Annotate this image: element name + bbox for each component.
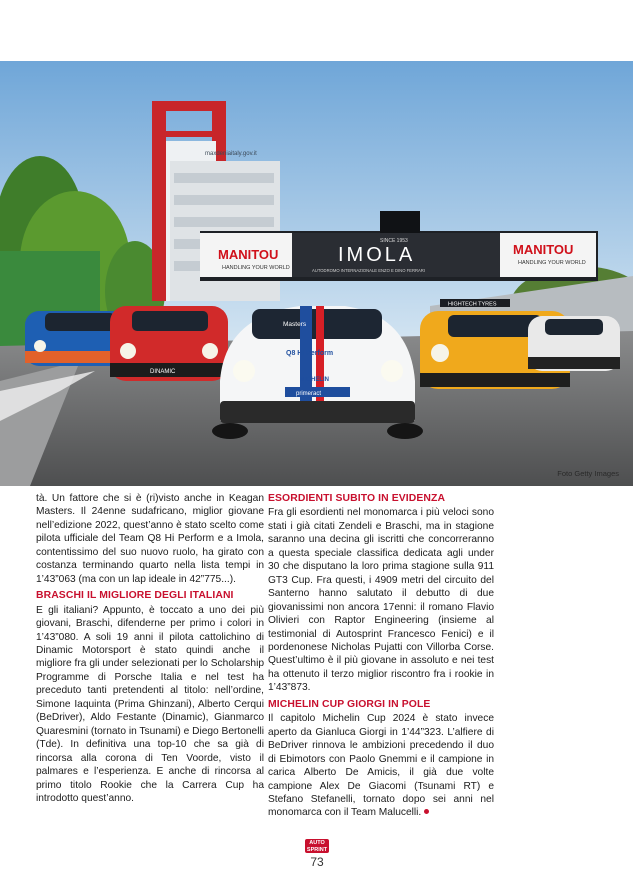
- hero-photo: [0, 61, 633, 486]
- car-window-text: Masters: [283, 321, 307, 328]
- magazine-logo-line2: SPRINT: [306, 846, 328, 853]
- car-maker-text: MICHELIN: [300, 377, 329, 383]
- tyres-banner-text: HIGHTECH TYRES: [448, 301, 497, 308]
- section-heading-michelin: MICHELIN CUP GIORGI IN POLE: [268, 698, 431, 710]
- photo-credit: Foto Getty Images: [557, 469, 619, 478]
- circuit-subtitle-text: AUTODROMO INTERNAZIONALE ENZO E DINO FERRARI: [312, 268, 425, 273]
- car-sponsor-text: Q8 Hi Perform: [286, 350, 334, 357]
- brand-left-text: MANITOU: [218, 247, 279, 262]
- paragraph-michelin: [268, 712, 494, 820]
- article-column-left: [36, 492, 264, 805]
- paragraph-esordienti: Fra gli esordienti nel monomarca i più veloci sono stati i già citati Zendeli e Braschi, ma in stagione saranno una decina gli iscritti che concorreranno a questa speciale classifica dedicata agli under 30 che disputano la loro prima stagione sulla 911 GT3 Cup. Fra questi, i 4909 metri del circuito del Santerno hanno salutato il debutto di due giovanissimi non ancora 17enni: il romano Flavio Olivieri con Raptor Engineering (insieme al testimonial di Autosprint Francesco Fenici) e il pordenonese Nicholas Pujatti con Villorba Corse. Quest’ultimo è il più giovane in assoluto e nei test ha ottenuto il terzo miglior riscontro fra i rookie in 1’43”873.: [268, 507, 494, 694]
- brand-right-tagline: HANDLING YOUR WORLD: [518, 260, 586, 266]
- article-column-right: [268, 492, 494, 820]
- magazine-logo-line1: AUTO: [309, 840, 325, 846]
- car2-sponsor-text: DINAMIC: [150, 369, 176, 375]
- section-heading-braschi: BRASCHI IL MIGLIORE DEGLI ITALIANI: [36, 590, 234, 602]
- car-white-black: [528, 316, 620, 371]
- circuit-name-text: IMOLA: [338, 244, 416, 266]
- section-heading-esordienti: ESORDIENTI SUBITO IN EVIDENZA: [268, 493, 446, 504]
- car-plate-text: primeract: [296, 391, 322, 397]
- page-number: 73: [310, 855, 324, 869]
- paragraph-intro: tà. Un fattore che si è (ri)visto anche in Keagan Masters. Il 24enne sudafricano, miglior giovane nell’edizione 2022, quest’anno è stato scelto come pilota ufficiale del Team Q8 Hi Perform e a Imola, contentissimo del suo nuovo ruolo, ha girato con costanza terminando quarto nella lista tempi in 1’43”063 (ma con un lap ideale in 42”775...).: [36, 493, 264, 585]
- since-text: SINCE 1953: [380, 238, 408, 244]
- end-of-article-icon: [424, 809, 429, 814]
- brand-right-text: MANITOU: [513, 242, 574, 257]
- magazine-logo: [305, 839, 329, 853]
- paragraph-braschi: E gli italiani? Appunto, è toccato a uno dei più giovani, Braschi, difenderne per primo i colori in 1’43”080. A soli 19 anni il pilota cattolichino di Dinamic Motorsport è stato quindi anche il migliore fra gli under selezionati per lo Scholarship Programme di Porsche Italia e nel test ha preceduto tanti pretendenti al titolo: nell’ordine, Simone Iaquinta (Prima Ghinzani), Alberto Cerqui (BeDriver), Aldo Festante (Dinamic), Gianmarco Quaresmini (tornato in Tsunami) e Diego Bertonelli (Tde). In definitiva una top-10 che sa già di rincorsa alla corona di Ten Voorde, visto il palmares e l’esperienza. E anche di rincorsa al primo titolo Rookie che la Carrera Cup ha introdotto quest’anno.: [36, 604, 265, 804]
- tower-url-text: maxdeniaitaly.gov.it: [205, 151, 257, 157]
- brand-left-tagline: HANDLING YOUR WORLD: [222, 265, 290, 271]
- paragraph-michelin-text: Il capitolo Michelin Cup 2024 è stato invece aperto da Gianluca Giorgi in 1’44”323. L’alfiere di BeDriver rinnova le ambizioni precedendo il duo di Ebimotors con Paolo Gnemmi e il campione in carica Alberto De Amicis, il già due volte campione Alex De Giacomi (Tsunami RT) e Stefano Stefanelli, tornato dopo sei anni nel monomarca con il Team Malucelli.: [268, 713, 494, 819]
- race-start-illustration: [0, 61, 633, 486]
